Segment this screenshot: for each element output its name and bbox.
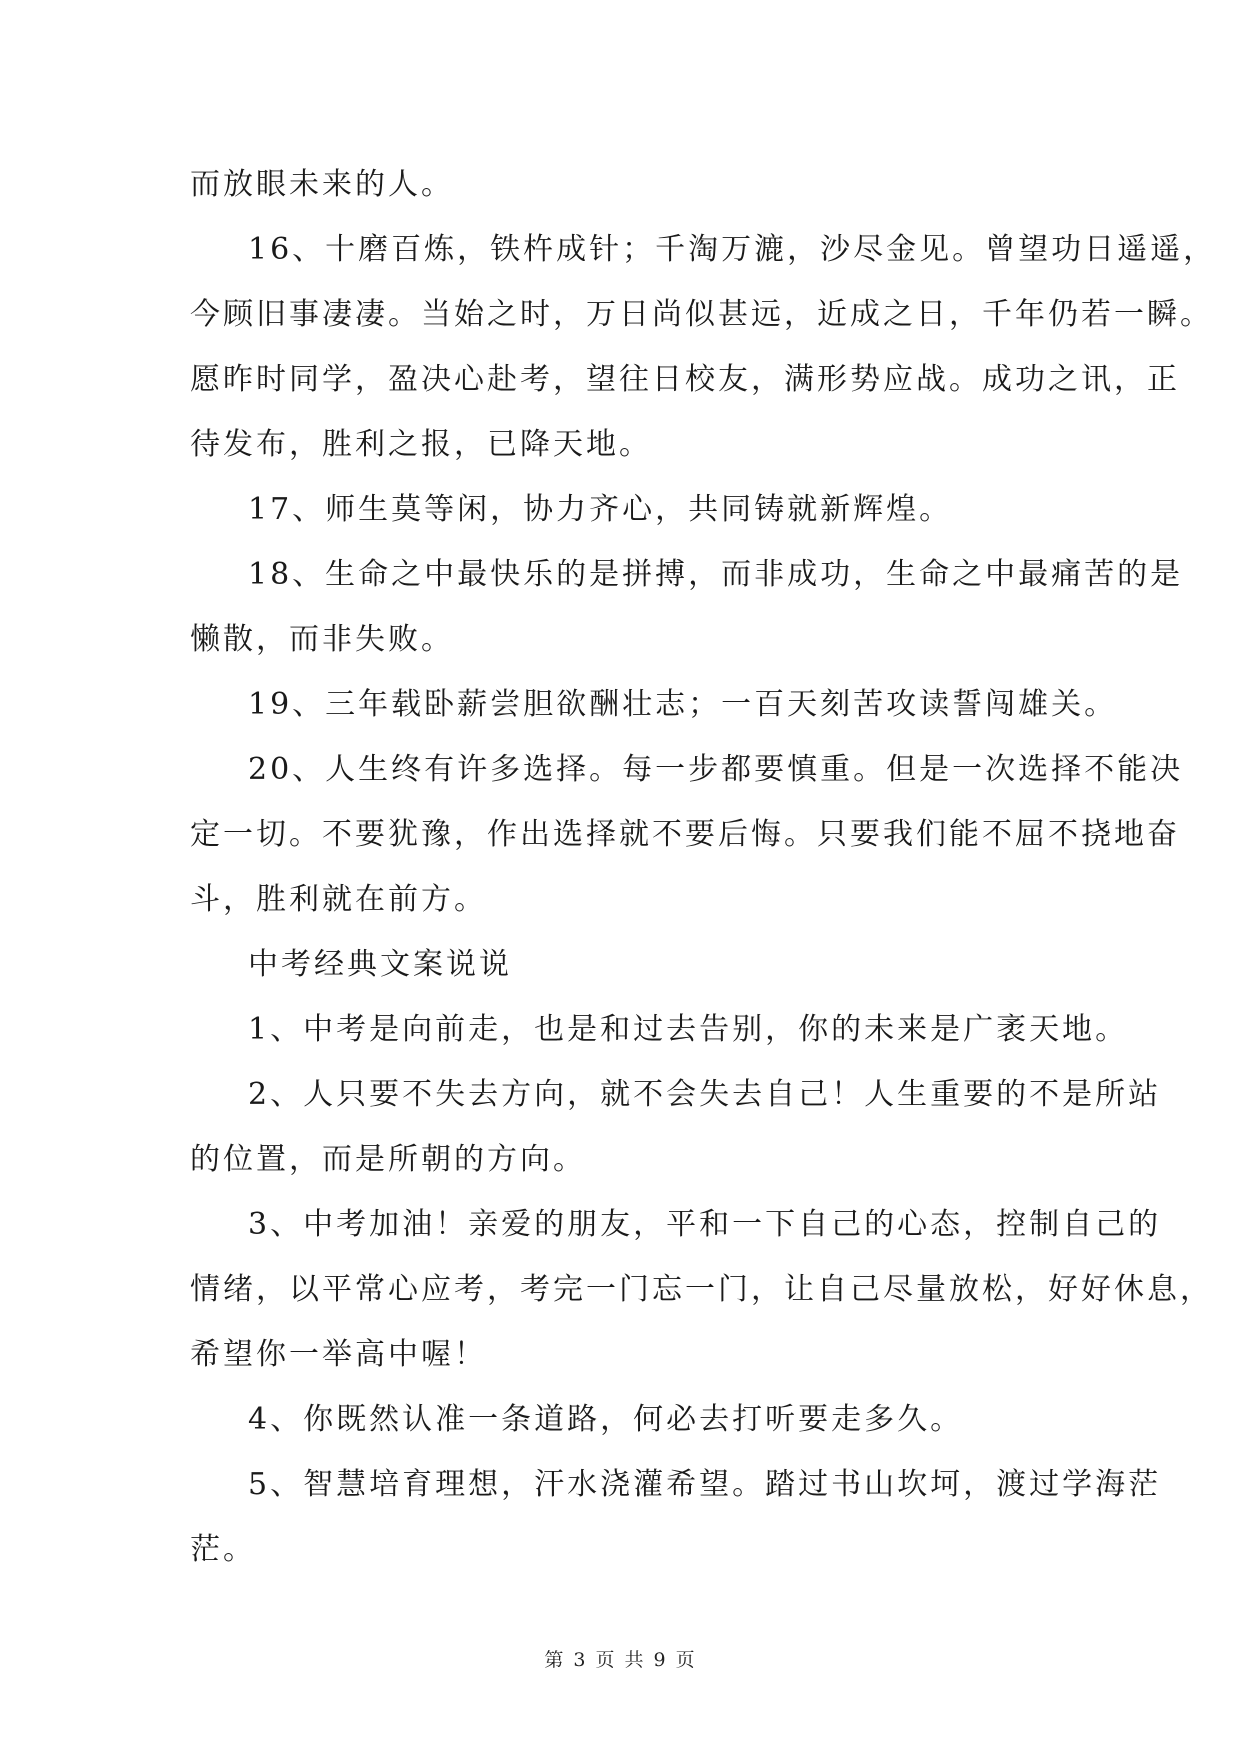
- text-line: 今顾旧事凄凄。当始之时，万日尚似甚远，近成之日，千年仍若一瞬。: [190, 297, 1213, 332]
- text-line: 18、生命之中最快乐的是拼搏，而非成功，生命之中最痛苦的是: [248, 557, 1184, 592]
- text-line: 3、中考加油！亲爱的朋友，平和一下自己的心态，控制自己的: [248, 1207, 1162, 1242]
- text-line: 5、智慧培育理想，汗水浇灌希望。踏过书山坎坷，渡过学海茫: [248, 1467, 1162, 1502]
- text-line: 19、三年载卧薪尝胆欲酬壮志；一百天刻苦攻读誓闯雄关。: [248, 687, 1118, 722]
- text-line: 斗，胜利就在前方。: [190, 882, 487, 917]
- heading-line: 中考经典文案说说: [248, 947, 512, 982]
- paragraph-item-17: [190, 477, 1050, 542]
- text-line: 17、师生莫等闲，协力齐心，共同铸就新辉煌。: [248, 492, 953, 527]
- text-line: 情绪，以平常心应考，考完一门忘一门，让自己尽量放松，好好休息，: [190, 1272, 1213, 1307]
- paragraph-item-16: [190, 217, 1217, 477]
- paragraph-section-item-2: [190, 1062, 1162, 1192]
- text-line: 定一切。不要犹豫，作出选择就不要后悔。只要我们能不屈不挠地奋: [190, 817, 1180, 852]
- paragraph-item-18: [190, 542, 1184, 672]
- text-line: 16、十磨百炼，铁杵成针；千淘万漉，沙尽金见。曾望功日遥遥，: [248, 232, 1217, 267]
- text-line: 希望你一举高中喔！: [190, 1337, 487, 1372]
- paragraph-section-item-3: [190, 1192, 1213, 1387]
- text-line: 愿昨时同学，盈决心赴考，望往日校友，满形势应战。成功之讯，正: [190, 362, 1180, 397]
- text-line: 4、你既然认准一条道路，何必去打听要走多久。: [248, 1402, 964, 1437]
- text-line: 茫。: [190, 1532, 256, 1567]
- paragraph-item-20: [190, 737, 1184, 932]
- paragraph-section-item-5: [190, 1452, 1162, 1582]
- document-body: [190, 152, 1217, 1582]
- text-line: 2、人只要不失去方向，就不会失去自己！人生重要的不是所站: [248, 1077, 1162, 1112]
- text-line: 的位置，而是所朝的方向。: [190, 1142, 586, 1177]
- paragraph-continuation: [190, 152, 1050, 217]
- section-heading: [190, 932, 1050, 997]
- paragraph-section-item-4: [190, 1387, 1050, 1452]
- page-number-footer: 第 3 页 共 9 页: [544, 1649, 697, 1671]
- paragraph-item-19: [190, 672, 1118, 737]
- paragraph-section-item-1: [190, 997, 1129, 1062]
- text-line: 懒散，而非失败。: [190, 622, 454, 657]
- text-line: 1、中考是向前走，也是和过去告别，你的未来是广袤天地。: [248, 1012, 1129, 1047]
- text-line: 待发布，胜利之报，已降天地。: [190, 427, 652, 462]
- text-line: 而放眼未来的人。: [190, 167, 454, 202]
- text-line: 20、人生终有许多选择。每一步都要慎重。但是一次选择不能决: [248, 752, 1184, 787]
